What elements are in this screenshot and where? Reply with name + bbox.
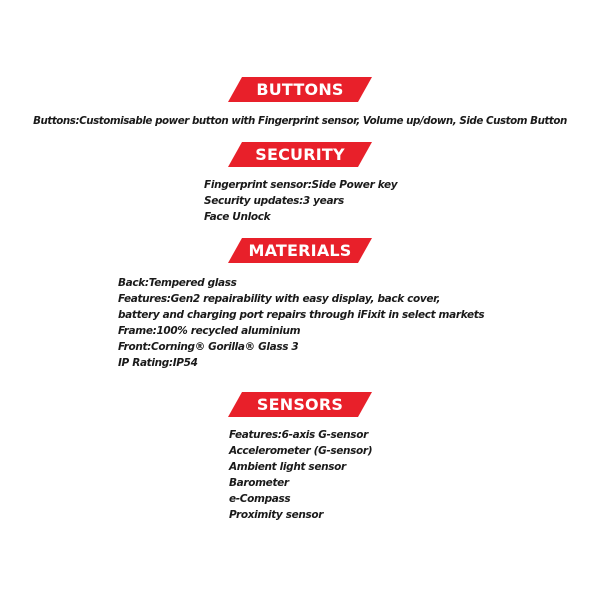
materials-section-title: MATERIALS <box>248 241 352 260</box>
spec-line-ambient-light: Ambient light sensor <box>229 461 346 473</box>
buttons-spec-list <box>0 113 600 129</box>
spec-line-e-compass: e-Compass <box>229 493 291 505</box>
spec-line-accelerometer: Accelerometer (G-sensor) <box>229 445 373 457</box>
materials-section-banner <box>228 238 372 263</box>
spec-line-back: Back:Tempered glass <box>118 277 237 289</box>
buttons-section-banner <box>228 77 372 102</box>
spec-line-front: Front:Corning® Gorilla® Glass 3 <box>118 341 299 353</box>
security-section-title: SECURITY <box>255 145 345 164</box>
spec-line-ip-rating: IP Rating:IP54 <box>118 357 198 369</box>
sensors-spec-list <box>229 427 372 523</box>
materials-spec-list <box>118 275 484 371</box>
spec-line-face-unlock: Face Unlock <box>204 211 271 223</box>
spec-line-g-sensor: Features:6-axis G-sensor <box>229 429 368 441</box>
spec-line-frame: Frame:100% recycled aluminium <box>118 325 301 337</box>
spec-line-security-updates: Security updates:3 years <box>204 195 344 207</box>
spec-line-features-continued: battery and charging port repairs through iFixit in select markets <box>118 309 485 321</box>
security-spec-list <box>204 177 397 225</box>
spec-line-barometer: Barometer <box>229 477 289 489</box>
buttons-section-title: BUTTONS <box>256 80 344 99</box>
spec-line-buttons: Buttons:Customisable power button with Fingerprint sensor, Volume up/down, Side Custom Button <box>33 115 567 127</box>
spec-line-proximity: Proximity sensor <box>229 509 324 521</box>
spec-line-fingerprint-sensor: Fingerprint sensor:Side Power key <box>204 179 398 191</box>
sensors-section-banner <box>228 392 372 417</box>
sensors-section-title: SENSORS <box>256 395 344 414</box>
spec-line-features: Features:Gen2 repairability with easy display, back cover, <box>118 293 441 305</box>
security-section-banner <box>228 142 372 167</box>
